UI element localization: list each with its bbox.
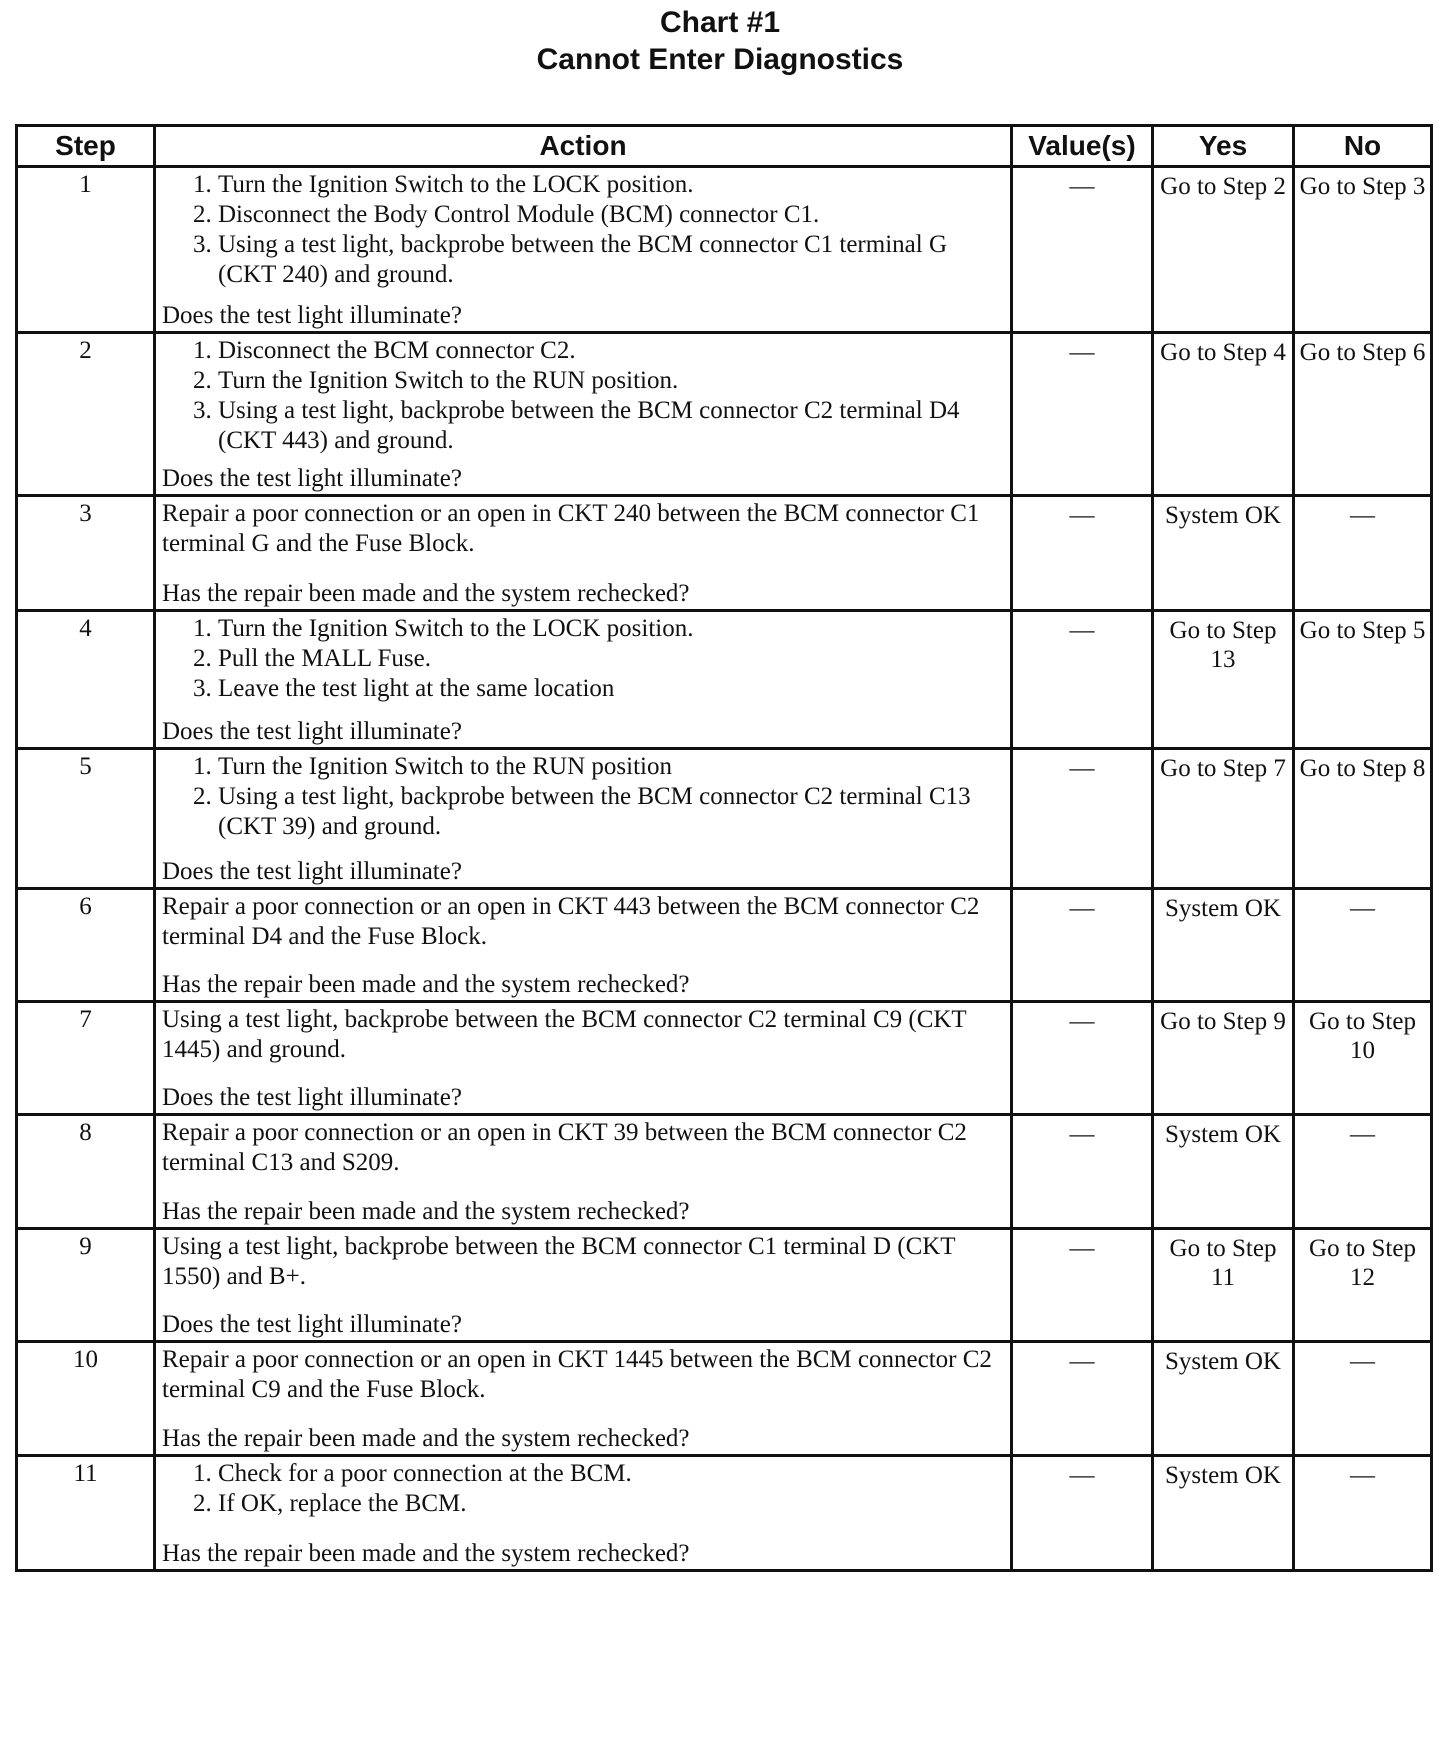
value-cell: —: [1012, 1456, 1153, 1571]
yes-result: System OK: [1153, 889, 1294, 1002]
step-number: 5: [17, 749, 155, 889]
table-row: [17, 167, 1432, 333]
header-action: Action: [155, 126, 1012, 167]
value-cell: —: [1012, 889, 1153, 1002]
action-cell: [155, 1002, 1012, 1115]
action-cell: [155, 1456, 1012, 1571]
value-cell: —: [1012, 496, 1153, 611]
action-question: Has the repair been made and the system rechecked?: [162, 1198, 690, 1225]
yes-result: System OK: [1153, 496, 1294, 611]
action-content: [162, 499, 1004, 609]
header-yes: Yes: [1153, 126, 1294, 167]
action-text: Repair a poor connection or an open in CKT 443 between the BCM connector C2 terminal D4 and the Fuse Block.: [162, 893, 980, 950]
table-row: [17, 1115, 1432, 1229]
diagnostic-table: [15, 124, 1433, 1572]
action-text: Repair a poor connection or an open in CKT 39 between the BCM connector C2 terminal C13 and S209.: [162, 1119, 967, 1176]
yes-result: System OK: [1153, 1456, 1294, 1571]
action-step-item: 1. Check for a poor connection at the BCM.: [218, 1459, 1004, 1489]
step-number: 1: [17, 167, 155, 333]
action-question: Has the repair been made and the system rechecked?: [162, 580, 690, 607]
action-question: Does the test light illuminate?: [162, 718, 462, 745]
no-result: Go to Step 8: [1294, 749, 1432, 889]
action-question: Does the test light illuminate?: [162, 1311, 462, 1338]
action-text: Repair a poor connection or an open in CKT 240 between the BCM connector C1 terminal G and the Fuse Block.: [162, 500, 980, 557]
step-number: 2: [17, 333, 155, 496]
header-value: Value(s): [1012, 126, 1153, 167]
no-result: —: [1294, 1115, 1432, 1229]
action-step-item: 1. Turn the Ignition Switch to the RUN position: [218, 752, 1004, 782]
no-result: Go to Step 3: [1294, 167, 1432, 333]
action-step-item: 2. Pull the MALL Fuse.: [218, 644, 1004, 674]
yes-result: System OK: [1153, 1342, 1294, 1456]
table-row: [17, 749, 1432, 889]
action-cell: [155, 749, 1012, 889]
action-content: [162, 1232, 1004, 1340]
action-content: [162, 1459, 1004, 1569]
step-number: 6: [17, 889, 155, 1002]
action-content: [162, 1005, 1004, 1113]
table-row: [17, 333, 1432, 496]
action-step-item: 2. Turn the Ignition Switch to the RUN position.: [218, 366, 1004, 396]
header-no: No: [1294, 126, 1432, 167]
step-number: 9: [17, 1229, 155, 1342]
action-step-item: 1. Disconnect the BCM connector C2.: [218, 336, 1004, 366]
no-result: Go to Step 12: [1294, 1229, 1432, 1342]
action-content: [162, 614, 1004, 747]
yes-result: Go to Step 4: [1153, 333, 1294, 496]
table-row: [17, 496, 1432, 611]
table-row: [17, 611, 1432, 749]
action-step-item: 3. Leave the test light at the same location: [218, 674, 1004, 704]
action-cell: [155, 1115, 1012, 1229]
step-number: 8: [17, 1115, 155, 1229]
action-content: [162, 1118, 1004, 1227]
no-result: Go to Step 5: [1294, 611, 1432, 749]
action-question: Has the repair been made and the system rechecked?: [162, 1425, 690, 1452]
action-step-item: 1. Turn the Ignition Switch to the LOCK position.: [218, 170, 1004, 200]
action-content: [162, 170, 1004, 331]
action-text: Using a test light, backprobe between the BCM connector C2 terminal C9 (CKT 1445) and ground.: [162, 1006, 967, 1063]
action-question: Has the repair been made and the system rechecked?: [162, 1540, 690, 1567]
value-cell: —: [1012, 333, 1153, 496]
action-steps-list: [162, 1459, 1004, 1519]
step-number: 7: [17, 1002, 155, 1115]
no-result: Go to Step 6: [1294, 333, 1432, 496]
step-number: 4: [17, 611, 155, 749]
table-row: [17, 1002, 1432, 1115]
chart-subtitle: Cannot Enter Diagnostics: [536, 43, 904, 76]
action-text: Using a test light, backprobe between the BCM connector C1 terminal D (CKT 1550) and B+.: [162, 1233, 956, 1290]
action-step-item: 2. If OK, replace the BCM.: [218, 1489, 1004, 1519]
no-result: —: [1294, 889, 1432, 1002]
value-cell: —: [1012, 749, 1153, 889]
action-text: Repair a poor connection or an open in CKT 1445 between the BCM connector C2 terminal C9 and the Fuse Block.: [162, 1346, 992, 1403]
action-content: [162, 336, 1004, 494]
action-cell: [155, 167, 1012, 333]
action-step-item: 2. Disconnect the Body Control Module (BCM) connector C1.: [218, 200, 1004, 230]
yes-result: System OK: [1153, 1115, 1294, 1229]
action-question: Has the repair been made and the system rechecked?: [162, 971, 690, 998]
yes-result: Go to Step 9: [1153, 1002, 1294, 1115]
yes-result: Go to Step 7: [1153, 749, 1294, 889]
table-body: [17, 167, 1432, 1571]
action-steps-list: [162, 170, 1004, 290]
action-question: Does the test light illuminate?: [162, 465, 462, 492]
header-step: Step: [17, 126, 155, 167]
table-row: [17, 1342, 1432, 1456]
step-number: 3: [17, 496, 155, 611]
action-steps-list: [162, 614, 1004, 704]
value-cell: —: [1012, 167, 1153, 333]
value-cell: —: [1012, 1342, 1153, 1456]
action-cell: [155, 1342, 1012, 1456]
table-row: [17, 1456, 1432, 1571]
action-content: [162, 1345, 1004, 1454]
step-number: 11: [17, 1456, 155, 1571]
action-step-item: 1. Turn the Ignition Switch to the LOCK position.: [218, 614, 1004, 644]
step-number: 10: [17, 1342, 155, 1456]
action-step-item: 3. Using a test light, backprobe between the BCM connector C2 terminal D4 (CKT 443) and ground.: [218, 396, 1004, 456]
no-result: Go to Step 10: [1294, 1002, 1432, 1115]
action-content: [162, 892, 1004, 1000]
action-cell: [155, 333, 1012, 496]
yes-result: Go to Step 11: [1153, 1229, 1294, 1342]
table-row: [17, 889, 1432, 1002]
action-step-item: 2. Using a test light, backprobe between the BCM connector C2 terminal C13 (CKT 39) and ground.: [218, 782, 1004, 842]
action-question: Does the test light illuminate?: [162, 1084, 462, 1111]
action-cell: [155, 611, 1012, 749]
action-steps-list: [162, 336, 1004, 456]
yes-result: Go to Step 2: [1153, 167, 1294, 333]
no-result: —: [1294, 1456, 1432, 1571]
action-cell: [155, 1229, 1012, 1342]
value-cell: —: [1012, 1229, 1153, 1342]
action-steps-list: [162, 752, 1004, 842]
header-row: [17, 126, 1432, 167]
chart-title-block: [0, 4, 1440, 78]
value-cell: —: [1012, 1002, 1153, 1115]
action-step-item: 3. Using a test light, backprobe between the BCM connector C1 terminal G (CKT 240) and ground.: [218, 230, 1004, 290]
value-cell: —: [1012, 611, 1153, 749]
chart-number-title: Chart #1: [659, 6, 781, 39]
action-content: [162, 752, 1004, 887]
action-cell: [155, 496, 1012, 611]
action-question: Does the test light illuminate?: [162, 302, 462, 329]
no-result: —: [1294, 496, 1432, 611]
action-cell: [155, 889, 1012, 1002]
no-result: —: [1294, 1342, 1432, 1456]
action-question: Does the test light illuminate?: [162, 858, 462, 885]
yes-result: Go to Step 13: [1153, 611, 1294, 749]
value-cell: —: [1012, 1115, 1153, 1229]
table-row: [17, 1229, 1432, 1342]
